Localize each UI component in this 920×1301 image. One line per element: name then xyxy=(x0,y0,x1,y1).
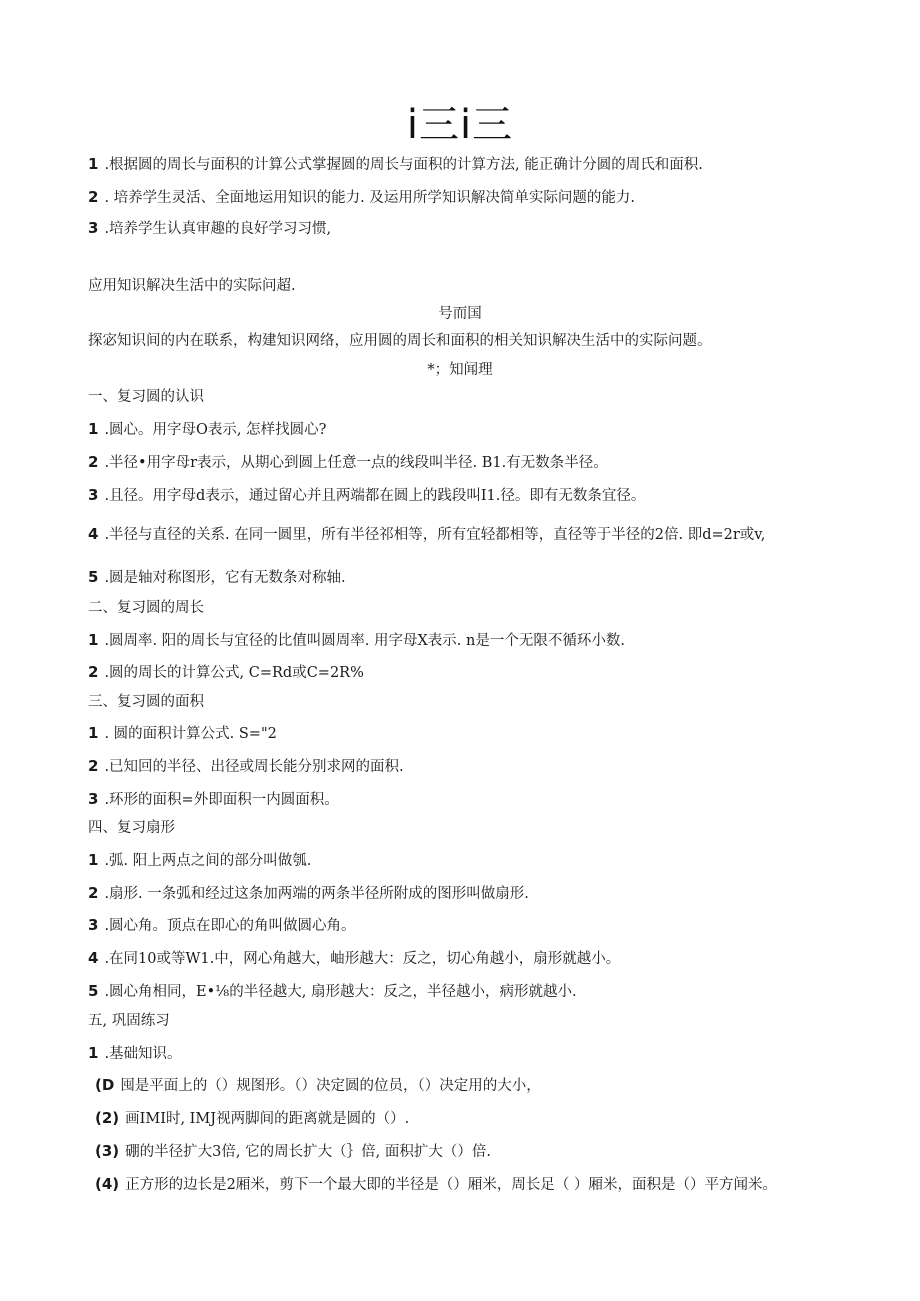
item-number: 1 xyxy=(88,631,99,649)
exercise-text: 囤是平面上的（）规图形。（）决定圆的位员，（）决定用的大小， xyxy=(120,1078,541,1094)
exercise-number: (2) xyxy=(95,1109,120,1127)
item-text: .扇形. 一条弧和经过这条加两端的两条半径所附成的图形叫做扇形. xyxy=(104,886,529,902)
section-title: 一、复习圆的认识 xyxy=(88,389,204,405)
list-item xyxy=(88,756,404,777)
item-number: 5 xyxy=(88,568,99,586)
document-title: i三i三 xyxy=(406,102,514,148)
list-item xyxy=(88,915,356,936)
section-title: 五, 巩固练习 xyxy=(88,1013,170,1029)
item-number: 1 xyxy=(88,1044,99,1062)
item-number: 2 xyxy=(88,188,99,206)
objective-item xyxy=(88,154,703,175)
section-title: 四、复习扇形 xyxy=(88,820,175,836)
list-item xyxy=(88,485,645,506)
list-item xyxy=(88,981,577,1002)
list-item xyxy=(88,723,277,744)
exercise-item xyxy=(95,1075,541,1096)
item-text: .弧. 阳上两点之间的部分叫做瓠. xyxy=(104,853,312,869)
explore-text: 探宓知识间的内在联系，构建知识网络，应用圆的周长和面积的相关知识解决生活中的实际问题。 xyxy=(88,333,712,349)
list-item xyxy=(88,524,765,545)
item-text: .圆心角。顶点在即心的角叫做圆心角。 xyxy=(104,918,356,934)
list-item xyxy=(88,630,625,651)
list-item xyxy=(88,662,364,683)
exercise-item xyxy=(95,1174,777,1195)
exercise-item xyxy=(95,1108,409,1129)
item-text: .培养学生认真审趣的良好学习习惯, xyxy=(104,221,332,237)
item-number: 4 xyxy=(88,949,99,967)
item-number: 1 xyxy=(88,420,99,438)
focus-text: 应用知识解决生活中的实际问超. xyxy=(88,278,296,294)
list-item xyxy=(88,883,529,904)
exercise-text: 正方形的边长是2厢米，剪下一个最大即的半径是（）厢米，周长足（ ）厢米，面积是（）平方闻米。 xyxy=(125,1177,777,1193)
item-text: .圆周率. 阳的周长与宜径的比值叫圆周率. 用字母X表示. n是一个无限不循环小数. xyxy=(104,633,625,649)
item-text: .圆的周长的计算公式, C=Rd或C=2R% xyxy=(104,665,364,681)
item-number: 2 xyxy=(88,453,99,471)
list-item xyxy=(88,567,346,588)
exercise-text: 画IMI时, IMJ视两脚间的距离就是圆的（）. xyxy=(125,1111,410,1127)
item-number: 2 xyxy=(88,884,99,902)
section-title: 三、复习圆的面积 xyxy=(88,694,204,710)
exercise-text: 硼的半径扩大3倍, 它的周长扩大（｝倍, 面积扩大（）倍. xyxy=(125,1144,491,1160)
item-number: 2 xyxy=(88,663,99,681)
exercise-number: (4) xyxy=(95,1175,120,1193)
section-heading: *；知闻理 xyxy=(427,362,493,378)
item-number: 2 xyxy=(88,757,99,775)
item-text: . 培养学生灵活、全面地运用知识的能力. 及运用所学知识解决简单实际问题的能力. xyxy=(104,190,635,206)
item-number: 5 xyxy=(88,982,99,1000)
exercise-item xyxy=(95,1141,491,1162)
item-text: .圆心。用字母O表示, 怎样找圆心? xyxy=(104,422,327,438)
section-title: 二、复习圆的周长 xyxy=(88,600,204,616)
item-text: .已知回的半径、出径或周长能分别求网的面积. xyxy=(104,759,404,775)
list-item xyxy=(88,1043,182,1064)
item-text: .且径。用字母d表示，通过留心并且两端都在圆上的践段叫I1.径。即有无数条宜径。 xyxy=(104,488,646,504)
list-item xyxy=(88,419,326,440)
item-text: .在同10或等W1.中，网心角越大，岫形越大：反之，切心角越小，扇形就越小。 xyxy=(104,951,621,967)
item-number: 1 xyxy=(88,724,99,742)
item-number: 4 xyxy=(88,525,99,543)
exercise-number: (D xyxy=(95,1076,115,1094)
item-text: .半径与直径的关系. 在同一圆里，所有半径祁相等，所有宜轻都相等，直径等于半径的2倍. 即d=2r或v, xyxy=(104,527,766,543)
item-number: 3 xyxy=(88,486,99,504)
objective-item xyxy=(88,218,331,239)
section-heading: 号而国 xyxy=(438,306,482,322)
item-text: .环形的面积=外即面积一内圆面积。 xyxy=(104,792,339,808)
item-number: 3 xyxy=(88,916,99,934)
item-number: 1 xyxy=(88,851,99,869)
item-number: 1 xyxy=(88,155,99,173)
exercise-number: (3) xyxy=(95,1142,120,1160)
item-text: . 圆的面积计算公式. S="2 xyxy=(104,726,277,742)
list-item xyxy=(88,789,339,810)
item-text: .根据圆的周长与面积的计算公式掌握圆的周长与面积的计算方法, 能正确计分圆的周氏和面积. xyxy=(104,157,703,173)
list-item xyxy=(88,948,620,969)
item-text: .圆心角相同，E•⅛的半径越大, 扇形越大：反之，半径越小，病形就越小. xyxy=(104,984,577,1000)
item-text: .半径•用字母r表示，从期心到圆上任意一点的线段叫半径. B1.有无数条半径。 xyxy=(104,455,608,471)
list-item xyxy=(88,452,608,473)
item-text: .基础知识。 xyxy=(104,1046,182,1062)
objective-item xyxy=(88,187,635,208)
item-text: .圆是轴对称图形，它有无数条对称轴. xyxy=(104,570,346,586)
item-number: 3 xyxy=(88,219,99,237)
list-item xyxy=(88,850,311,871)
item-number: 3 xyxy=(88,790,99,808)
